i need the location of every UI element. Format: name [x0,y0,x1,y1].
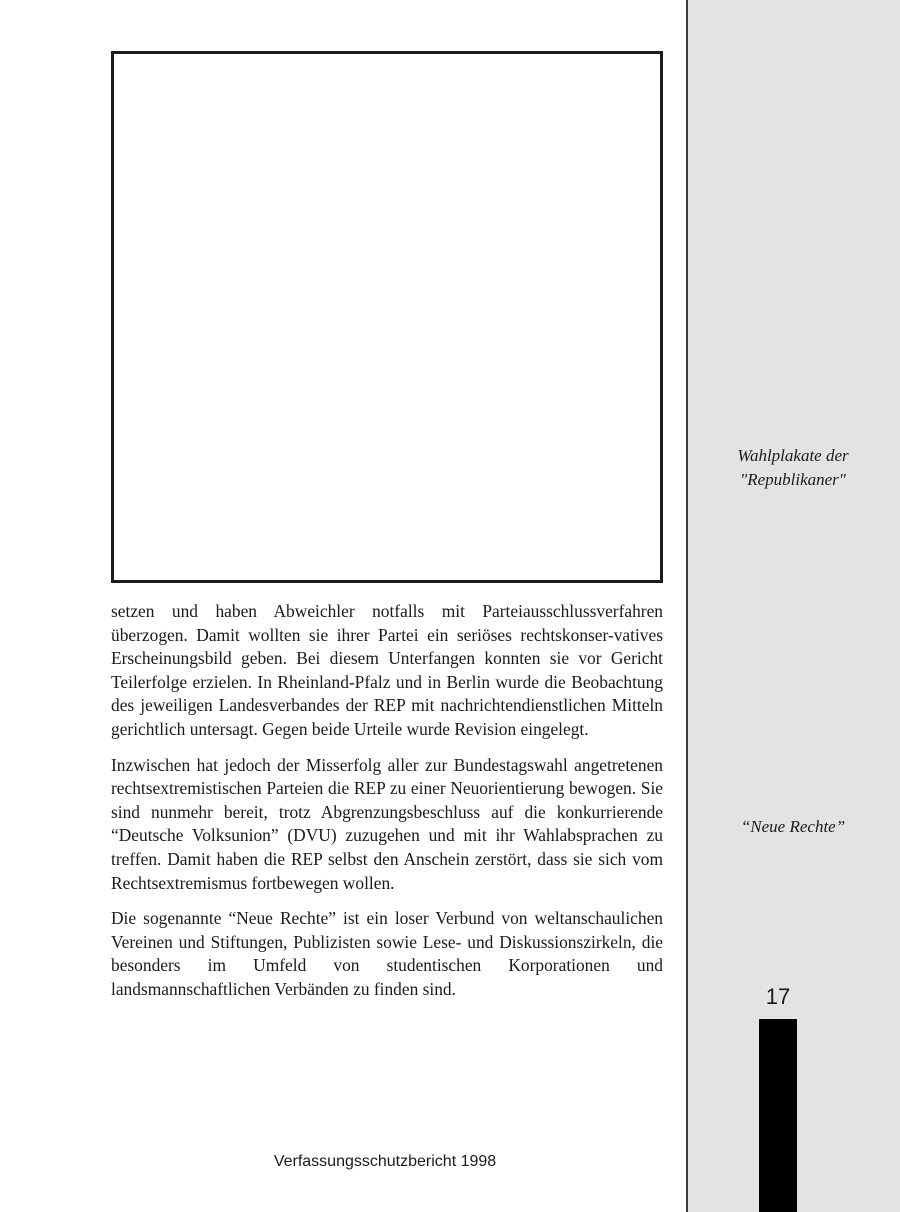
thumb-tab-marker [759,1019,797,1212]
figure-caption-line-2: "Republikaner" [740,470,846,489]
figure-caption-line-1: Wahlplakate der [737,446,849,465]
margin-note-neue-rechte: “Neue Rechte” [740,817,846,836]
paragraph-2: Inzwischen hat jedoch der Misserfolg aller zur Bundestagswahl angetretenen rechtsextremistischen Parteien die REP zu einer Neuorientierung bewogen. Sie sind nunmehr bereit, trotz Abgrenzungsbeschluss auf die konkurrierende “Deutsche Volksunion” (DVU) zuzugehen und mit ihr Wahlabsprachen zu treffen. Damit haben die REP selbst den Anschein zerstört, dass sie sich vom Rechtsextremismus fortbewegen wollen. [111,754,663,893]
election-poster-figure [111,51,663,583]
body-text [111,600,663,1002]
paragraph-3: Die sogenannte “Neue Rechte” ist ein loser Verbund von weltanschaulichen Vereinen und Stiftungen, Publizisten sowie Lese- und Diskussionszirkeln, die besonders im Umfeld von studentischen Korporationen und landsmannschaftlichen Verbänden zu finden sind. [111,908,663,999]
figure-caption [700,444,886,492]
page-number: 17 [765,984,791,1009]
paragraph-1: setzen und haben Abweichler notfalls mit Parteiausschlussverfahren überzogen. Damit wollten sie ihrer Partei ein seriöses rechtskonser-vatives Erscheinungsbild geben. Bei diesem Unterfangen konnten sie vor Gericht Teilerfolge erzielen. In Rheinland-Pfalz und in Berlin wurde die Beobachtung des jeweiligen Landesverbandes der REP mit nachrichtendienstlichen Mitteln gerichtlich untersagt. Gegen beide Urteile wurde Revision eingelegt. [111,601,663,739]
page-footer: Verfassungsschutzbericht 1998 [273,1153,497,1170]
